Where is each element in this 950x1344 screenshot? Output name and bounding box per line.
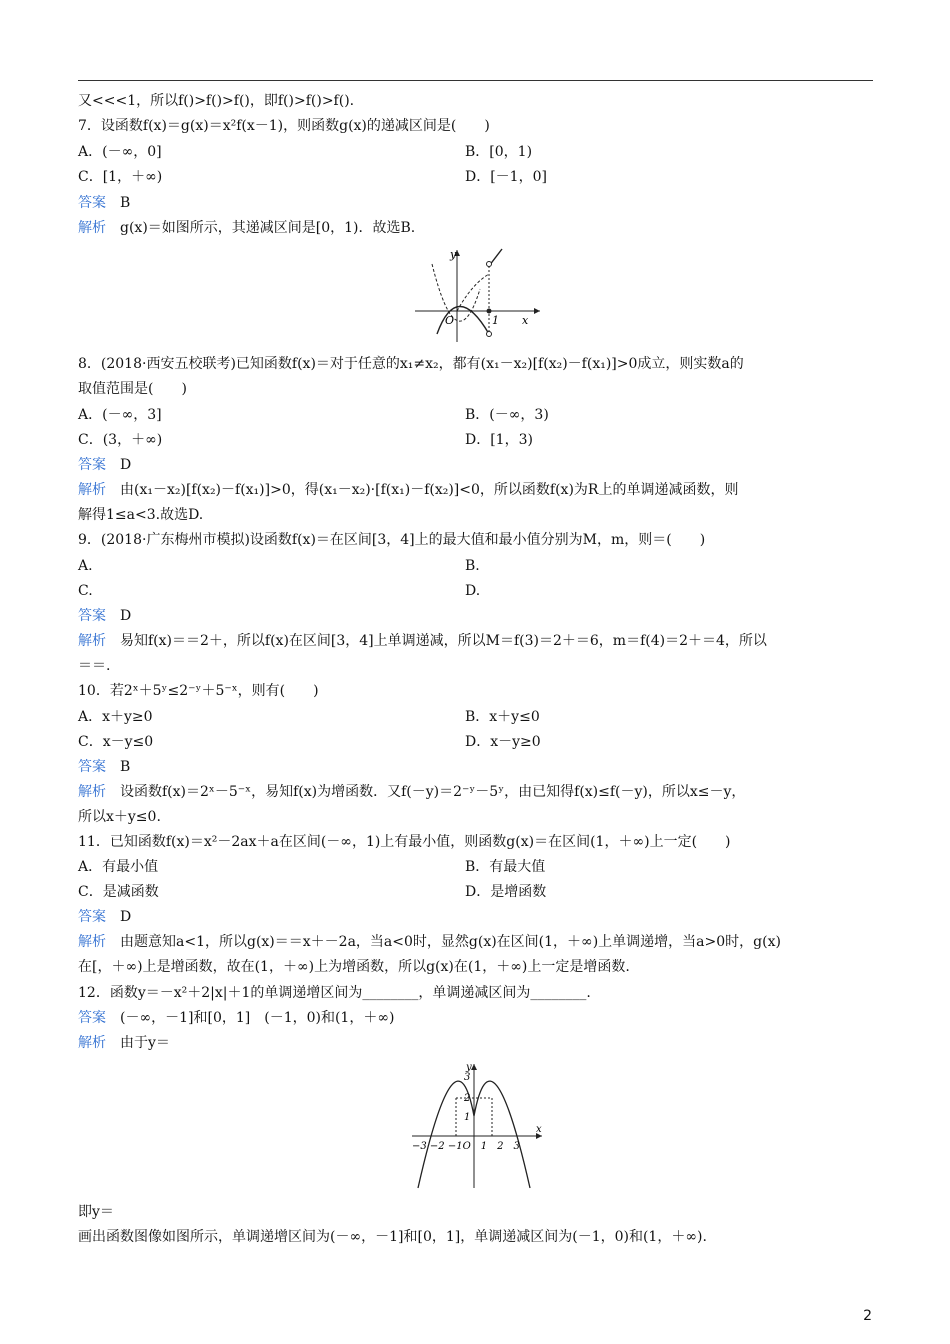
solution-label: 解析	[78, 633, 106, 649]
solution-label: 解析	[78, 482, 106, 498]
option-a: A．x＋y≥0	[78, 709, 153, 725]
option-a: A.	[78, 558, 93, 574]
solution-cont: 在[，＋∞)上是增函数，故在(1，＋∞)上为增函数，所以g(x)在(1，＋∞)上一定是增函数.	[78, 959, 630, 975]
answer-value: D	[120, 608, 132, 624]
option-c: C．是减函数	[78, 884, 159, 900]
question-8: 8．(2018·西安五校联考)已知函数f(x)＝对于任意的x₁≠x₂，都有(x₁－x₂)[f(x₂)－f(x₁)]>0成立，则实数a的	[78, 356, 744, 372]
answer-row	[78, 456, 131, 474]
option-d: D.	[465, 583, 481, 599]
option-c: C．x－y≤0	[78, 734, 154, 750]
page-number: 2	[863, 1308, 872, 1324]
option-d: D．是增函数	[465, 884, 547, 900]
solution-cont: 即y＝	[78, 1204, 114, 1220]
solution-label: 解析	[78, 784, 106, 800]
header-rule	[78, 80, 873, 81]
answer-row	[78, 194, 130, 212]
solution-text: 设函数f(x)＝2ˣ－5⁻ˣ，易知f(x)为增函数．又f(－y)＝2⁻ʸ－5ʸ，由已知得f(x)≤f(－y)，所以x≤－y，	[120, 784, 746, 800]
y-tick-1: 1	[464, 1112, 471, 1123]
solution-row	[78, 219, 415, 237]
option-d: D．x－y≥0	[465, 734, 541, 750]
answer-label: 答案	[78, 1010, 106, 1026]
answer-row	[78, 908, 131, 926]
y-axis-label: y	[450, 248, 457, 261]
solution-row	[78, 481, 738, 499]
question-7: 7．设函数f(x)＝g(x)＝x²f(x－1)，则函数g(x)的递减区间是( )	[78, 118, 490, 134]
answer-row	[78, 1009, 394, 1027]
origin-label: O	[445, 314, 455, 327]
option-b: B．[0，1)	[465, 144, 533, 160]
solution-row	[78, 783, 745, 801]
solution-text: 由(x₁－x₂)[f(x₂)－f(x₁)]>0，得(x₁－x₂)·[f(x₁)－f(x₂)]<0，所以函数f(x)为R上的单调递减函数，则	[120, 482, 739, 498]
solution-text: 易知f(x)＝＝2＋，所以f(x)在区间[3，4]上单调递减，所以M＝f(3)＝2＋＝6，m＝f(4)＝2＋＝4，所以	[120, 633, 767, 649]
solution-cont: 所以x＋y≤0.	[78, 809, 161, 825]
text-line: 又<<<1，所以f()>f()>f()，即f()>f()>f().	[78, 93, 355, 109]
solution-text: 由于y＝	[120, 1035, 170, 1051]
x-tick-labels: −3 −2 −1O 1 2 3	[412, 1141, 520, 1152]
question-11: 11．已知函数f(x)＝x²－2ax＋a在区间(－∞，1)上有最小值，则函数g(x)＝在区间(1，＋∞)上一定( )	[78, 834, 731, 850]
option-c: C.	[78, 583, 93, 599]
option-d: D．[1，3)	[465, 432, 533, 448]
solution-label: 解析	[78, 934, 106, 950]
tick-one: 1	[492, 314, 499, 327]
solution-text: g(x)＝如图所示，其递减区间是[0，1)．故选B.	[120, 220, 416, 236]
solution-row	[78, 933, 781, 951]
y-axis-label: y	[466, 1062, 472, 1073]
option-b: B．x＋y≤0	[465, 709, 540, 725]
option-b: B．(－∞，3)	[465, 407, 549, 423]
option-b: B.	[465, 558, 480, 574]
solution-text: 由题意知a<1，所以g(x)＝＝x＋－2a，当a<0时，显然g(x)在区间(1，＋∞)上单调递增，当a>0时，g(x)	[120, 934, 781, 950]
answer-value: B	[120, 195, 131, 211]
question-12: 12．函数y＝－x²＋2|x|＋1的单调递增区间为________，单调递减区间为________.	[78, 985, 591, 1001]
answer-label: 答案	[78, 608, 106, 624]
question-8-cont: 取值范围是( )	[78, 381, 187, 397]
question-9: 9．(2018·广东梅州市模拟)设函数f(x)＝在区间[3，4]上的最大值和最小值分别为M，m，则＝( )	[78, 532, 706, 548]
answer-row	[78, 758, 130, 776]
option-c: C．[1，＋∞)	[78, 169, 163, 185]
answer-value: B	[120, 759, 131, 775]
answer-label: 答案	[78, 457, 106, 473]
solution-label: 解析	[78, 220, 106, 236]
solution-cont: ＝＝.	[78, 658, 111, 674]
answer-value: D	[120, 457, 132, 473]
option-d: D．[－1，0]	[465, 169, 547, 185]
answer-row	[78, 607, 131, 625]
piecewise-graph-figure	[410, 244, 545, 344]
option-a: A．有最小值	[78, 859, 159, 875]
answer-label: 答案	[78, 195, 106, 211]
solution-row	[78, 1034, 170, 1052]
option-a: A．(－∞，0]	[78, 144, 162, 160]
solution-row	[78, 632, 767, 650]
answer-value: (－∞，－1]和[0，1] (－1，0)和(1，＋∞)	[120, 1010, 395, 1026]
answer-label: 答案	[78, 759, 106, 775]
option-b: B．有最大值	[465, 859, 546, 875]
x-axis-label: x	[536, 1124, 542, 1135]
parabola-graph-figure	[408, 1060, 548, 1192]
answer-label: 答案	[78, 909, 106, 925]
solution-cont: 画出函数图像如图所示，单调递增区间为(－∞，－1]和[0，1]，单调递减区间为(－1，0)和(1，＋∞).	[78, 1229, 707, 1245]
x-axis-label: x	[522, 314, 529, 327]
answer-value: D	[120, 909, 132, 925]
solution-cont: 解得1≤a<3.故选D.	[78, 507, 204, 523]
option-a: A．(－∞，3]	[78, 407, 162, 423]
question-10: 10．若2ˣ＋5ʸ≤2⁻ʸ＋5⁻ˣ，则有( )	[78, 683, 319, 699]
solution-label: 解析	[78, 1035, 106, 1051]
option-c: C．(3，＋∞)	[78, 432, 163, 448]
y-tick-2: 2	[464, 1093, 471, 1104]
y-tick-3: 3	[464, 1072, 471, 1083]
